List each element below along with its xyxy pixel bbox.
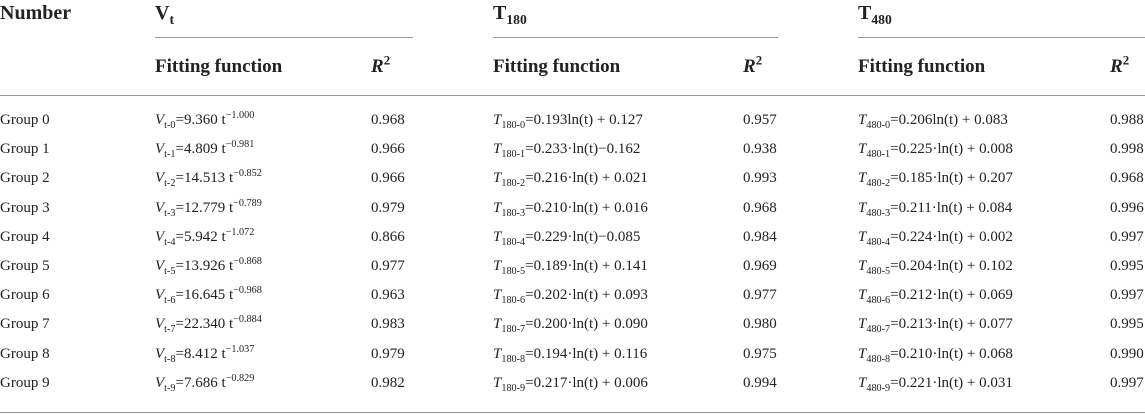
t180-rest: =0.194·ln(t) + 0.116: [525, 346, 648, 362]
t480-fitting-function: [858, 258, 1013, 275]
t480-var: T: [858, 229, 867, 245]
t480-fitting-function: [858, 375, 1013, 392]
vt-coef: =13.926 t: [175, 258, 234, 274]
subheader-t180-fitting: Fitting function: [493, 56, 621, 77]
t180-var: T: [493, 375, 502, 391]
t180-fitting-function: [493, 200, 648, 217]
table-bottom-rule: [0, 412, 1145, 413]
t180-var: T: [493, 170, 502, 186]
t480-r2: 0.990: [1110, 346, 1144, 362]
t180-rest: =0.189·ln(t) + 0.141: [525, 258, 648, 274]
row-label: Group 1: [0, 141, 50, 157]
t480-var: T: [858, 375, 867, 391]
subheader-t480-r2: [1110, 52, 1130, 78]
vt-fitting-function: [155, 170, 262, 187]
row-label: Group 2: [0, 170, 50, 186]
t480-var: T: [858, 258, 867, 274]
t480-fitting-function: [858, 200, 1012, 217]
vt-r2: 0.979: [371, 346, 405, 362]
vt-var: V: [155, 200, 165, 216]
t180-fitting-function: [493, 316, 648, 333]
t480-rest: =0.224·ln(t) + 0.002: [890, 229, 1013, 245]
row-label: Group 8: [0, 346, 50, 362]
t480-rest: =0.221·ln(t) + 0.031: [890, 375, 1013, 391]
vt-r2: 0.966: [371, 170, 405, 186]
t180-var: T: [493, 200, 502, 216]
vt-r2: 0.866: [371, 229, 405, 245]
vt-coef: =5.942 t: [175, 229, 226, 245]
subheader-t180-r2: [743, 52, 763, 78]
t180-group-rule: [493, 37, 778, 38]
t480-sub: 480-9: [866, 383, 891, 394]
vt-fitting-function: [155, 287, 262, 304]
t480-fitting-function: [858, 316, 1013, 333]
t480-fitting-function: [858, 287, 1013, 304]
t180-r2: 0.957: [743, 112, 777, 128]
t180-var: T: [493, 316, 502, 332]
t480-rest: =0.185·ln(t) + 0.207: [890, 170, 1013, 186]
vt-exp: −0.852: [233, 168, 262, 179]
t480-sub: 480-2: [866, 178, 891, 189]
t180-sub: 180-0: [501, 120, 526, 131]
vt-group-rule: [155, 37, 413, 38]
t180-r2: 0.994: [743, 375, 777, 391]
t180-r2: 0.980: [743, 316, 777, 332]
r2-letter: R: [743, 56, 756, 77]
vt-sub: t-9: [164, 383, 176, 394]
vt-coef: =22.340 t: [175, 316, 234, 332]
t480-rest: =0.225·ln(t) + 0.008: [890, 141, 1013, 157]
vt-coef: =12.779 t: [175, 200, 234, 216]
t480-var: T: [858, 287, 867, 303]
t480-var: T: [858, 346, 867, 362]
t480-sub: 480-4: [866, 237, 891, 248]
t180-sub: 180-3: [501, 208, 526, 219]
vt-exp: −1.037: [225, 344, 255, 355]
vt-var: V: [155, 112, 165, 128]
t480-sub: 480-1: [866, 149, 891, 160]
t480-r2: 0.997: [1110, 229, 1144, 245]
vt-exp: −1.000: [225, 110, 255, 121]
subheader-t480-fitting: Fitting function: [858, 56, 986, 77]
vt-var: V: [155, 229, 165, 245]
t180-rest: =0.202·ln(t) + 0.093: [525, 287, 648, 303]
vt-fitting-function: [155, 346, 254, 363]
t480-r2: 0.996: [1110, 200, 1144, 216]
t180-var: T: [493, 287, 502, 303]
r2-letter: R: [1110, 56, 1123, 77]
vt-sub: t-4: [164, 237, 176, 248]
header-t480: [858, 2, 892, 25]
vt-fitting-function: [155, 112, 254, 129]
row-label: Group 9: [0, 375, 50, 391]
t480-r2: 0.997: [1110, 375, 1144, 391]
vt-sub: t-6: [164, 295, 176, 306]
t480-fitting-function: [858, 229, 1013, 246]
vt-exp: −0.868: [233, 256, 262, 267]
t480-fitting-function: [858, 141, 1013, 158]
subheader-vt-fitting: Fitting function: [155, 56, 283, 77]
t480-var: T: [858, 112, 867, 128]
vt-exp: −0.884: [233, 314, 262, 325]
vt-var: V: [155, 258, 165, 274]
vt-r2: 0.968: [371, 112, 405, 128]
header-vt: [155, 2, 174, 25]
t180-sub: 180-6: [501, 295, 526, 306]
t480-var: T: [858, 141, 867, 157]
vt-exp: −0.829: [225, 373, 255, 384]
t180-r2: 0.993: [743, 170, 777, 186]
row-label: Group 3: [0, 200, 50, 216]
t180-fitting-function: [493, 170, 648, 187]
vt-sub: t-8: [164, 354, 176, 365]
t180-sub: 180-5: [501, 266, 526, 277]
vt-fitting-function: [155, 316, 262, 333]
vt-coef: =8.412 t: [175, 346, 226, 362]
t480-var: T: [858, 316, 867, 332]
t480-sub: 480-7: [866, 324, 891, 335]
vt-var: V: [155, 346, 165, 362]
subheader-vt-r2: [371, 52, 391, 78]
t180-fitting-function: [493, 375, 648, 392]
t180-rest: =0.193ln(t) + 0.127: [525, 112, 643, 128]
t480-var: T: [858, 200, 867, 216]
t480-group-rule: [858, 37, 1145, 38]
t180-r2: 0.969: [743, 258, 777, 274]
t480-sub: 480-0: [866, 120, 891, 131]
vt-fitting-function: [155, 375, 254, 392]
t180-r2: 0.938: [743, 141, 777, 157]
row-label: Group 4: [0, 229, 50, 245]
t480-rest: =0.204·ln(t) + 0.102: [890, 258, 1013, 274]
vt-exp: −0.968: [233, 285, 262, 296]
t180-r2: 0.984: [743, 229, 777, 245]
vt-exp: −1.072: [225, 227, 255, 238]
t480-rest: =0.212·ln(t) + 0.069: [890, 287, 1013, 303]
t180-var: T: [493, 141, 502, 157]
vt-sub: t-0: [164, 120, 176, 131]
vt-coef: =4.809 t: [175, 141, 226, 157]
r2-exp: 2: [383, 52, 391, 68]
t480-fitting-function: [858, 170, 1013, 187]
t480-rest: =0.206ln(t) + 0.083: [890, 112, 1008, 128]
t480-rest: =0.210·ln(t) + 0.068: [890, 346, 1013, 362]
r2-exp: 2: [755, 52, 763, 68]
t180-fitting-function: [493, 258, 648, 275]
t180-rest: =0.217·ln(t) + 0.006: [525, 375, 648, 391]
t180-rest: =0.233·ln(t)−0.162: [525, 141, 641, 157]
header-vt-main: V: [155, 2, 170, 24]
vt-fitting-function: [155, 141, 254, 158]
t480-sub: 480-6: [866, 295, 891, 306]
t180-fitting-function: [493, 229, 640, 246]
vt-sub: t-5: [164, 266, 176, 277]
t180-sub: 180-1: [501, 149, 526, 160]
vt-exp: −0.789: [233, 198, 262, 209]
t180-rest: =0.200·ln(t) + 0.090: [525, 316, 648, 332]
header-vt-sub: t: [169, 12, 174, 27]
t180-rest: =0.229·ln(t)−0.085: [525, 229, 641, 245]
t180-sub: 180-7: [501, 324, 526, 335]
vt-sub: t-2: [164, 178, 176, 189]
t180-var: T: [493, 258, 502, 274]
header-t480-main: T: [858, 2, 872, 24]
vt-r2: 0.982: [371, 375, 405, 391]
header-t480-sub: 480: [871, 12, 892, 27]
t180-var: T: [493, 112, 502, 128]
row-label: Group 6: [0, 287, 50, 303]
vt-var: V: [155, 375, 165, 391]
row-label: Group 0: [0, 112, 50, 128]
vt-fitting-function: [155, 200, 262, 217]
t180-sub: 180-9: [501, 383, 526, 394]
vt-r2: 0.979: [371, 200, 405, 216]
vt-r2: 0.983: [371, 316, 405, 332]
header-t180-sub: 180: [506, 12, 527, 27]
vt-var: V: [155, 287, 165, 303]
t180-rest: =0.216·ln(t) + 0.021: [525, 170, 648, 186]
t480-var: T: [858, 170, 867, 186]
vt-r2: 0.963: [371, 287, 405, 303]
header-bottom-rule: [0, 95, 1145, 96]
vt-var: V: [155, 170, 165, 186]
t480-sub: 480-3: [866, 208, 891, 219]
vt-coef: =7.686 t: [175, 375, 226, 391]
vt-fitting-function: [155, 229, 254, 246]
t180-fitting-function: [493, 141, 640, 158]
vt-r2: 0.977: [371, 258, 405, 274]
t480-r2: 0.998: [1110, 141, 1144, 157]
header-number: Number: [0, 2, 72, 24]
t480-fitting-function: [858, 346, 1013, 363]
t180-r2: 0.968: [743, 200, 777, 216]
vt-r2: 0.966: [371, 141, 405, 157]
vt-var: V: [155, 141, 165, 157]
t480-sub: 480-5: [866, 266, 891, 277]
t180-sub: 180-8: [501, 354, 526, 365]
vt-sub: t-1: [164, 149, 176, 160]
vt-coef: =9.360 t: [175, 112, 226, 128]
t180-sub: 180-4: [501, 237, 526, 248]
t480-rest: =0.211·ln(t) + 0.084: [890, 200, 1013, 216]
r2-letter: R: [371, 56, 384, 77]
t180-r2: 0.977: [743, 287, 777, 303]
t480-r2: 0.968: [1110, 170, 1144, 186]
vt-var: V: [155, 316, 165, 332]
vt-coef: =14.513 t: [175, 170, 234, 186]
t480-r2: 0.995: [1110, 316, 1144, 332]
row-label: Group 5: [0, 258, 50, 274]
t480-sub: 480-8: [866, 354, 891, 365]
t180-rest: =0.210·ln(t) + 0.016: [525, 200, 648, 216]
t180-fitting-function: [493, 112, 643, 129]
t180-r2: 0.975: [743, 346, 777, 362]
t480-r2: 0.997: [1110, 287, 1144, 303]
vt-coef: =16.645 t: [175, 287, 234, 303]
header-t180-main: T: [493, 2, 507, 24]
t180-var: T: [493, 229, 502, 245]
t480-r2: 0.995: [1110, 258, 1144, 274]
t180-fitting-function: [493, 346, 647, 363]
header-t180: [493, 2, 527, 25]
vt-fitting-function: [155, 258, 262, 275]
vt-sub: t-3: [164, 208, 176, 219]
vt-sub: t-7: [164, 324, 176, 335]
t480-rest: =0.213·ln(t) + 0.077: [890, 316, 1013, 332]
t180-var: T: [493, 346, 502, 362]
t180-fitting-function: [493, 287, 648, 304]
t180-sub: 180-2: [501, 178, 526, 189]
t480-fitting-function: [858, 112, 1008, 129]
r2-exp: 2: [1122, 52, 1130, 68]
vt-exp: −0.981: [225, 139, 255, 150]
row-label: Group 7: [0, 316, 50, 332]
t480-r2: 0.988: [1110, 112, 1144, 128]
